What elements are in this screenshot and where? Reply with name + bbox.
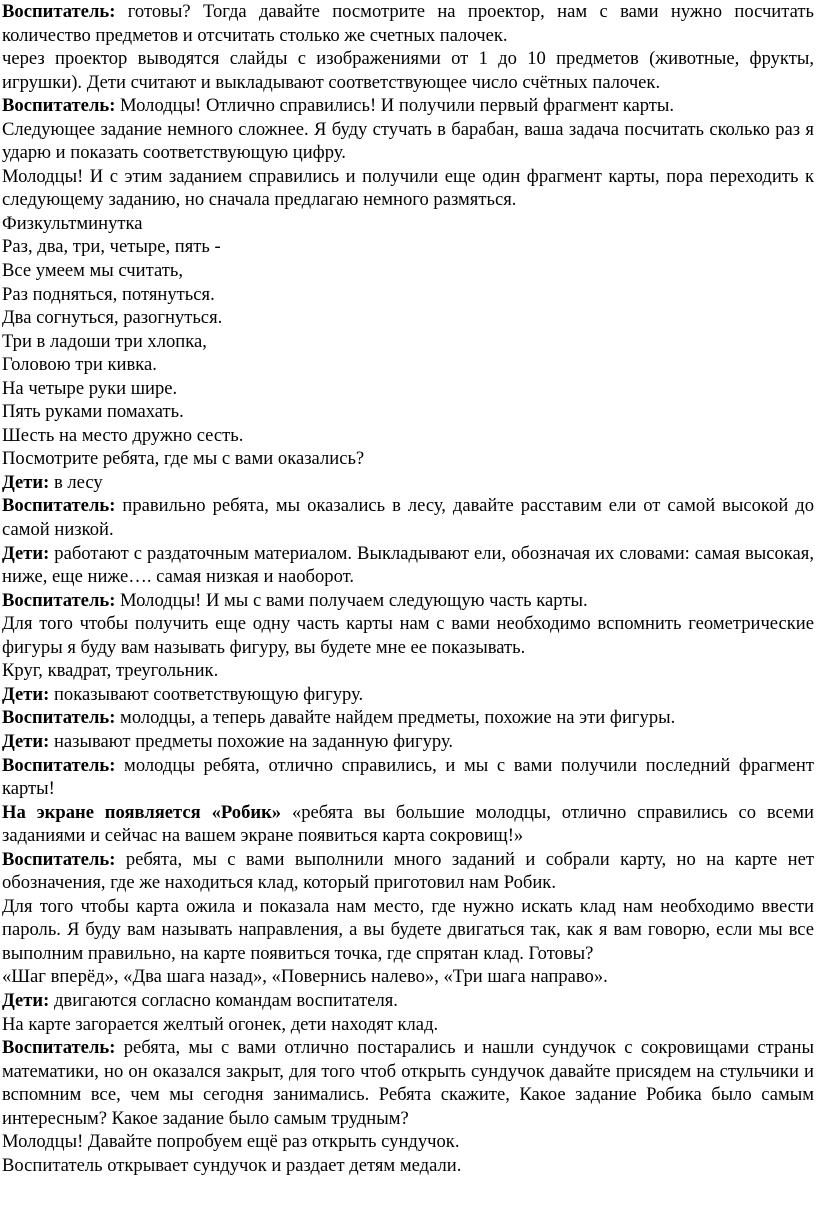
paragraph-text: «Шаг вперёд», «Два шага назад», «Повернись налево», «Три шага направо». [2,966,608,988]
paragraph-17 [2,471,814,495]
paragraph-text: На карте загорается желтый огонек, дети находят клад. [2,1013,439,1035]
poem-text: Раз, два, три, четыре, пять - [2,236,221,258]
paragraph-21 [2,612,814,659]
paragraph-text: Посмотрите ребята, где мы с вами оказались? [2,448,365,470]
paragraph-text: Молодцы! Давайте попробуем ещё раз открыть сундучок. [2,1131,460,1153]
poem-text: Головою три кивка. [2,354,157,376]
paragraph-30 [2,965,814,989]
paragraph-23 [2,683,814,707]
poem-text: Раз подняться, потянуться. [2,283,215,305]
paragraph-27 [2,801,814,848]
paragraph-19 [2,542,814,589]
poem-line-1 [2,235,814,259]
paragraph-text: правильно ребята, мы оказались в лесу, давайте расставим ели от самой высокой до самой низкой. [2,495,814,541]
paragraph-20 [2,589,814,613]
paragraph-32 [2,1013,814,1037]
poem-text: Три в ладоши три хлопка, [2,330,207,352]
speaker-label: Воспитатель: [2,1037,116,1059]
speaker-label: Дети: [2,683,50,705]
speaker-label: Воспитатель: [2,589,116,611]
poem-line-6 [2,353,814,377]
paragraph-33 [2,1036,814,1130]
speaker-label: Воспитатель: [2,95,116,117]
poem-line-8 [2,400,814,424]
paragraph-35 [2,1154,814,1178]
paragraph-text: Для того чтобы карта ожила и показала нам место, где нужно искать клад нам необходимо ввести пароль. Я буду вам называть направления, а вы будете двигаться так, как я вам говорю, если мы все выполним правильно, на карте появиться точка, где спрятан клад. Готовы? [2,895,814,964]
section-heading-fizkultminutka [2,212,814,236]
paragraph-text: в лесу [49,471,103,493]
paragraph-text: через проектор выводятся слайды с изображениями от 1 до 10 предметов (животные, фрукты, игрушки). Дети считают и выкладывают соответствующее число счётных палочек. [2,48,814,93]
speaker-label: Дети: [2,730,50,752]
paragraph-text: молодцы, а теперь давайте найдем предметы, похожие на эти фигуры. [115,707,676,729]
paragraph-31 [2,989,814,1013]
paragraph-text: Молодцы! Отлично справились! И получили первый фрагмент карты. [115,95,675,117]
poem-line-2 [2,259,814,283]
paragraph-text: Круг, квадрат, треугольник. [2,660,219,682]
speaker-label: Дети: [2,471,50,493]
paragraph-text: Воспитатель открывает сундучок и раздает детям медали. [2,1154,462,1176]
speaker-label: Воспитатель: [2,707,116,729]
paragraph-18 [2,494,814,541]
speaker-label: Воспитатель: [2,495,116,517]
speaker-label: Воспитатель: [2,848,116,870]
paragraph-16 [2,447,814,471]
paragraph-5 [2,165,814,212]
paragraph-text: «ребята вы большие молодцы, отлично справились со всеми заданиями и сейчас на вашем экране появиться карта сокровищ!» [2,801,814,847]
paragraph-text: ребята, мы с вами выполнили много заданий и собрали карту, но на карте нет обозначения, где же находиться клад, который приготовил нам Робик. [2,848,814,894]
paragraph-24 [2,706,814,730]
poem-text: Пять руками помахать. [2,401,184,423]
poem-line-5 [2,330,814,354]
paragraph-28 [2,848,814,895]
paragraph-text: Молодцы! И с этим заданием справились и получили еще один фрагмент карты, пора переходить к следующему заданию, но сначала предлагаю немного размяться. [2,165,814,211]
poem-text: Шесть на место дружно сесть. [2,424,244,446]
paragraph-text: Физкультминутка [2,212,143,234]
paragraph-1 [2,0,814,47]
paragraph-text: называют предметы похожие на заданную фигуру. [49,730,454,752]
paragraph-4 [2,118,814,165]
paragraph-2 [2,47,814,94]
poem-text: Два согнуться, разогнуться. [2,307,223,329]
poem-line-3 [2,283,814,307]
poem-text: Все умеем мы считать, [2,260,183,282]
paragraph-text: молодцы ребята, отлично справились, и мы с вами получили последний фрагмент карты! [2,754,814,800]
poem-line-4 [2,306,814,330]
paragraph-text: готовы? Тогда давайте посмотрите на проектор, нам с вами нужно посчитать количество предметов и отсчитать столько же счетных палочек. [2,1,814,46]
poem-line-7 [2,377,814,401]
speaker-label: Воспитатель: [2,754,116,776]
paragraph-text: Молодцы! И мы с вами получаем следующую часть карты. [115,589,588,611]
paragraph-text: ребята, мы с вами отлично постарались и нашли сундучок с сокровищами страны математики, но он оказался закрыт, для того чтоб открыть сундучок давайте присядем на стульчики и вспомним все, чем мы сегодня занимались. Ребята скажите, Какое задание Робика было самым интересным? Какое задание было самым трудным? [2,1037,814,1129]
paragraph-text: двигаются согласно командам воспитателя. [49,989,398,1011]
paragraph-22 [2,659,814,683]
paragraph-25 [2,730,814,754]
paragraph-text: Для того чтобы получить еще одну часть карты нам с вами необходимо вспомнить геометрические фигуры я буду вам называть фигуру, вы будете мне ее показывать. [2,613,814,658]
paragraph-3 [2,94,814,118]
speaker-label: Дети: [2,989,50,1011]
paragraph-text: работают с раздаточным материалом. Выкладывают ели, обозначая их словами: самая высокая, ниже, еще ниже…. самая низкая и наоборот. [2,542,814,588]
speaker-label: Дети: [2,542,50,564]
paragraph-34 [2,1130,814,1154]
paragraph-26 [2,754,814,801]
poem-line-9 [2,424,814,448]
paragraph-text: показывают соответствующую фигуру. [49,683,364,705]
speaker-label: На экране появляется «Робик» [2,801,282,823]
paragraph-29 [2,895,814,966]
speaker-label: Воспитатель: [2,1,116,22]
paragraph-text: Следующее задание немного сложнее. Я буду стучать в барабан, ваша задача посчитать сколько раз я ударю и показать соответствующую цифру. [2,118,814,164]
poem-text: На четыре руки шире. [2,377,178,399]
